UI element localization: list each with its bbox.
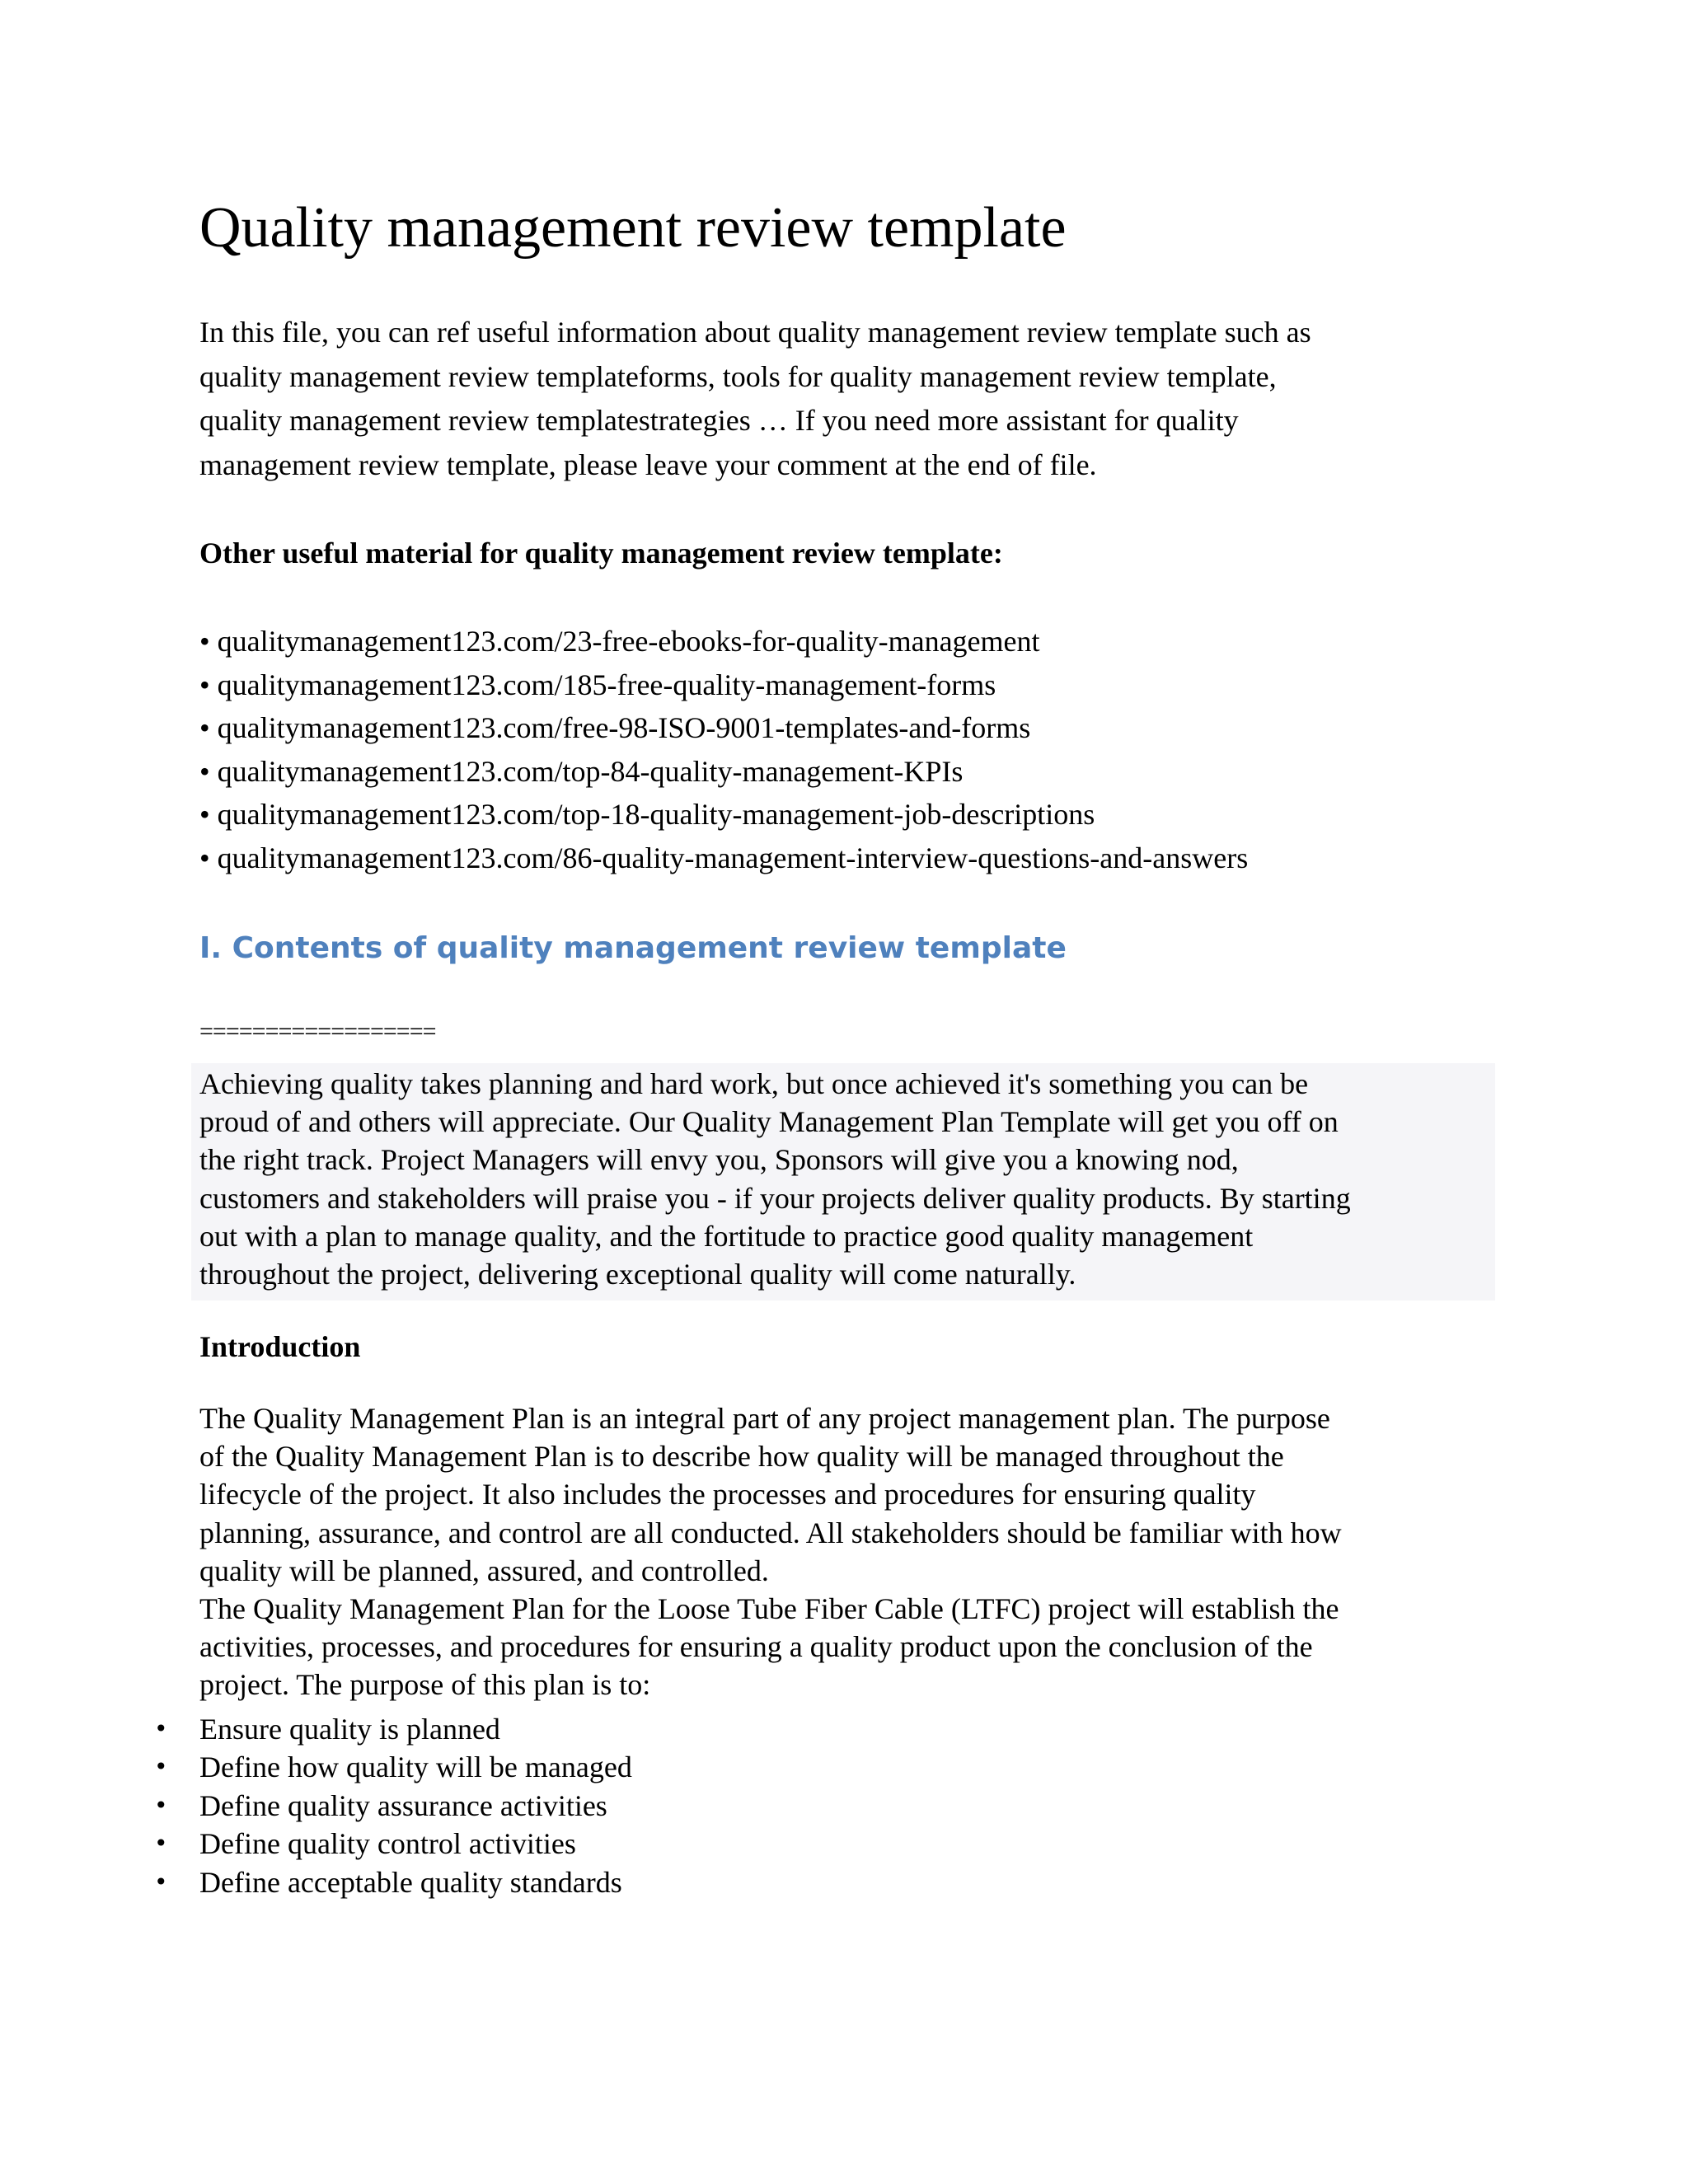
document-title: Quality management review template <box>199 196 1067 260</box>
body-line: lifecycle of the project. It also includes the processes and procedures for ensuring quality <box>199 1478 1256 1511</box>
quote-line: customers and stakeholders will praise you - if your projects deliver quality products. By starting <box>199 1181 1351 1215</box>
bullet-text: Define acceptable quality standards <box>199 1865 622 1899</box>
body-line: planning, assurance, and control are all conducted. All stakeholders should be familiar with how <box>199 1516 1342 1549</box>
bullet-icon: • <box>154 1791 168 1819</box>
purpose-bullet-list <box>154 1710 632 1901</box>
body-line: project. The purpose of this plan is to: <box>199 1668 651 1702</box>
intro-paragraph <box>199 311 1485 487</box>
quote-line: the right track. Project Managers will envy you, Sponsors will give you a knowing nod, <box>199 1143 1239 1177</box>
resource-link[interactable]: • qualitymanagement123.com/185-free-quality-management-forms <box>199 668 996 701</box>
resource-link[interactable]: • qualitymanagement123.com/86-quality-management-interview-questions-and-answers <box>199 841 1249 874</box>
list-item <box>154 1787 632 1825</box>
bullet-icon: • <box>154 1715 168 1742</box>
body-line: of the Quality Management Plan is to describe how quality will be managed throughout the <box>199 1440 1284 1474</box>
list-item <box>154 1710 632 1748</box>
quote-line: Achieving quality takes planning and hard work, but once achieved it's something you can be <box>199 1067 1309 1100</box>
bullet-icon: • <box>154 1868 168 1896</box>
bullet-text: Ensure quality is planned <box>199 1713 500 1746</box>
contents-section-heading: I. Contents of quality management review template <box>199 931 1067 965</box>
body-line: The Quality Management Plan for the Loose Tube Fiber Cable (LTFC) project will establish the <box>199 1592 1339 1626</box>
resource-link[interactable]: • qualitymanagement123.com/free-98-ISO-9001-templates-and-forms <box>199 711 1031 744</box>
intro-line: quality management review templateforms, tools for quality management review template, <box>199 359 1277 393</box>
quote-line: throughout the project, delivering exceptional quality will come naturally. <box>199 1258 1076 1291</box>
resource-link-list <box>199 620 1248 879</box>
bullet-icon: • <box>154 1753 168 1781</box>
other-material-heading: Other useful material for quality management review template: <box>199 537 1003 569</box>
body-line: activities, processes, and procedures for ensuring a quality product upon the conclusion of the <box>199 1630 1313 1664</box>
bullet-text: Define quality control activities <box>199 1827 576 1861</box>
bullet-icon: • <box>154 1830 168 1858</box>
body-line: The Quality Management Plan is an integral part of any project management plan. The purpose <box>199 1402 1330 1435</box>
separator-line: ================== <box>199 1018 436 1045</box>
resource-link[interactable]: • qualitymanagement123.com/top-84-quality-management-KPIs <box>199 754 964 788</box>
intro-line: In this file, you can ref useful information about quality management review template such as <box>199 316 1311 349</box>
introduction-paragraph <box>199 1399 1342 1704</box>
list-item <box>154 1825 632 1863</box>
intro-line: management review template, please leave your comment at the end of file. <box>199 448 1097 481</box>
introduction-heading: Introduction <box>199 1330 361 1363</box>
resource-link[interactable]: • qualitymanagement123.com/23-free-ebooks-for-quality-management <box>199 625 1040 658</box>
bullet-text: Define how quality will be managed <box>199 1750 632 1784</box>
bullet-text: Define quality assurance activities <box>199 1788 607 1822</box>
resource-link[interactable]: • qualitymanagement123.com/top-18-quality-management-job-descriptions <box>199 798 1095 831</box>
quote-paragraph <box>199 1065 1351 1293</box>
quote-line: proud of and others will appreciate. Our Quality Management Plan Template will get you off on <box>199 1105 1339 1139</box>
quote-line: out with a plan to manage quality, and the fortitude to practice good quality management <box>199 1219 1254 1253</box>
intro-line: quality management review templatestrategies … If you need more assistant for quality <box>199 404 1239 437</box>
list-item <box>154 1748 632 1786</box>
list-item <box>154 1863 632 1901</box>
body-line: quality will be planned, assured, and controlled. <box>199 1554 769 1587</box>
